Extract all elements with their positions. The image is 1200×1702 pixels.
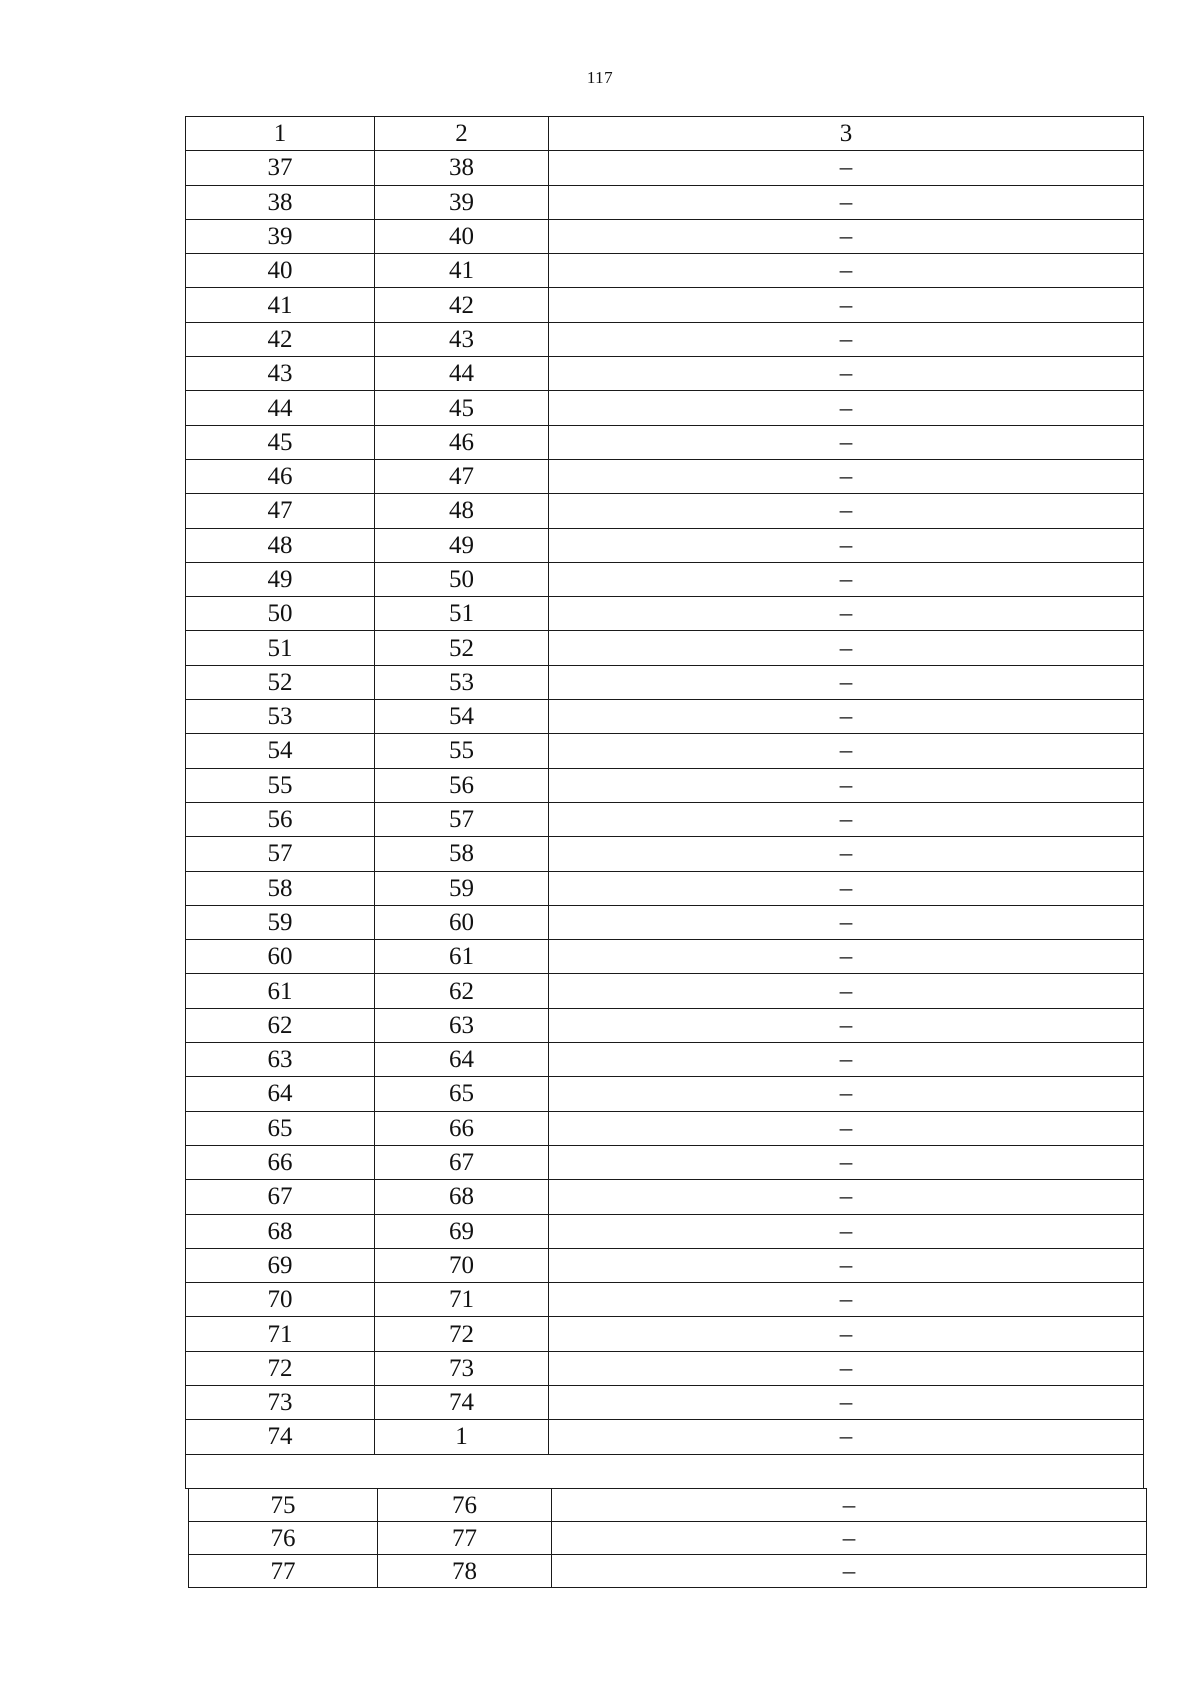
table-cell: 62 bbox=[186, 1008, 375, 1042]
table-cell: 53 bbox=[186, 700, 375, 734]
table-cell: 60 bbox=[186, 940, 375, 974]
table-gap-row bbox=[186, 1454, 1144, 1488]
table-cell: – bbox=[549, 185, 1144, 219]
table-cell: 55 bbox=[375, 734, 549, 768]
table-cell: – bbox=[549, 1214, 1144, 1248]
table-row bbox=[186, 905, 1144, 939]
table-cell: – bbox=[549, 494, 1144, 528]
table-cell: 72 bbox=[186, 1351, 375, 1385]
table-cell: 67 bbox=[375, 1145, 549, 1179]
table-cell: 39 bbox=[186, 219, 375, 253]
table-cell: – bbox=[549, 905, 1144, 939]
table-cell: 42 bbox=[375, 288, 549, 322]
table-row bbox=[189, 1489, 1147, 1522]
table-row bbox=[186, 219, 1144, 253]
table-cell: 51 bbox=[375, 597, 549, 631]
table-cell: – bbox=[549, 700, 1144, 734]
table-cell: – bbox=[549, 940, 1144, 974]
table-cell: 65 bbox=[186, 1111, 375, 1145]
page-number: 117 bbox=[586, 68, 614, 87]
table-cell: 45 bbox=[186, 425, 375, 459]
table-cell: – bbox=[549, 837, 1144, 871]
table-cell: 63 bbox=[375, 1008, 549, 1042]
table-cell: 64 bbox=[186, 1077, 375, 1111]
table-cell: 53 bbox=[375, 665, 549, 699]
table-cell: 60 bbox=[375, 905, 549, 939]
table-cell: – bbox=[549, 1145, 1144, 1179]
table-row bbox=[186, 459, 1144, 493]
table-cell: 52 bbox=[186, 665, 375, 699]
table-cell: – bbox=[549, 1351, 1144, 1385]
table-row bbox=[186, 1420, 1144, 1454]
table-cell: – bbox=[549, 1043, 1144, 1077]
table-cell: – bbox=[549, 768, 1144, 802]
table-row bbox=[186, 665, 1144, 699]
table-cell: 70 bbox=[186, 1283, 375, 1317]
table-cell: 59 bbox=[186, 905, 375, 939]
table-cell: 37 bbox=[186, 151, 375, 185]
table-cell: 71 bbox=[375, 1283, 549, 1317]
data-table bbox=[185, 116, 1144, 1489]
table-cell: – bbox=[549, 802, 1144, 836]
table-row bbox=[186, 974, 1144, 1008]
table-cell: 74 bbox=[186, 1420, 375, 1454]
table-cell: 54 bbox=[186, 734, 375, 768]
table-cell: – bbox=[549, 1111, 1144, 1145]
table-cell: 48 bbox=[375, 494, 549, 528]
table-cell: 58 bbox=[375, 837, 549, 871]
table-cell: 61 bbox=[375, 940, 549, 974]
table-cell: – bbox=[549, 219, 1144, 253]
table-cell: 64 bbox=[375, 1043, 549, 1077]
table-cell: – bbox=[549, 597, 1144, 631]
table-cell: 42 bbox=[186, 322, 375, 356]
table-gap-cell bbox=[186, 1454, 1144, 1488]
table-cell: 48 bbox=[186, 528, 375, 562]
table-cell: – bbox=[549, 871, 1144, 905]
table-body bbox=[186, 117, 1144, 1489]
table-cell: 78 bbox=[378, 1555, 552, 1588]
table-cell: 46 bbox=[375, 425, 549, 459]
table-cell: 69 bbox=[186, 1248, 375, 1282]
table-header-row bbox=[186, 117, 1144, 151]
table-cell: – bbox=[549, 254, 1144, 288]
table-cell: – bbox=[549, 151, 1144, 185]
table-row bbox=[186, 1283, 1144, 1317]
table-cell: 57 bbox=[375, 802, 549, 836]
table-cell: 76 bbox=[378, 1489, 552, 1522]
table-cell: 67 bbox=[186, 1180, 375, 1214]
table-row bbox=[186, 940, 1144, 974]
table-cell: – bbox=[549, 665, 1144, 699]
table-cell: 65 bbox=[375, 1077, 549, 1111]
table-row bbox=[189, 1555, 1147, 1588]
table-cell: 58 bbox=[186, 871, 375, 905]
table-cell: 49 bbox=[186, 562, 375, 596]
table-row bbox=[186, 391, 1144, 425]
table-row bbox=[186, 802, 1144, 836]
table-row bbox=[186, 597, 1144, 631]
table-cell: – bbox=[552, 1555, 1147, 1588]
table-cell: 69 bbox=[375, 1214, 549, 1248]
table-row bbox=[186, 254, 1144, 288]
table-cell: 44 bbox=[186, 391, 375, 425]
table-cell: 2 bbox=[375, 117, 549, 151]
table-row bbox=[186, 494, 1144, 528]
table-cell: 68 bbox=[375, 1180, 549, 1214]
table-row bbox=[186, 871, 1144, 905]
table-row bbox=[186, 1077, 1144, 1111]
table-cell: 41 bbox=[186, 288, 375, 322]
table-cell: – bbox=[549, 1283, 1144, 1317]
table-cell: 61 bbox=[186, 974, 375, 1008]
table-cell: 43 bbox=[186, 357, 375, 391]
table-row bbox=[186, 1043, 1144, 1077]
table-cell: – bbox=[549, 734, 1144, 768]
table-cell: 59 bbox=[375, 871, 549, 905]
table-row bbox=[186, 185, 1144, 219]
table-cell: 63 bbox=[186, 1043, 375, 1077]
table-row bbox=[186, 322, 1144, 356]
table-cell: 1 bbox=[375, 1420, 549, 1454]
table-row bbox=[186, 562, 1144, 596]
table-cell: – bbox=[549, 357, 1144, 391]
table-cell: 77 bbox=[189, 1555, 378, 1588]
table-cell: – bbox=[549, 528, 1144, 562]
table-cell: – bbox=[549, 974, 1144, 1008]
table-cell: 57 bbox=[186, 837, 375, 871]
table-cell: 74 bbox=[375, 1385, 549, 1419]
table-row bbox=[189, 1522, 1147, 1555]
table-cell: 39 bbox=[375, 185, 549, 219]
table-cell: 3 bbox=[549, 117, 1144, 151]
table-cell: – bbox=[549, 459, 1144, 493]
table-row bbox=[186, 1145, 1144, 1179]
table-cell: – bbox=[552, 1522, 1147, 1555]
data-table-continuation bbox=[188, 1488, 1147, 1588]
table-row bbox=[186, 700, 1144, 734]
table-cell: 71 bbox=[186, 1317, 375, 1351]
table-cell: 76 bbox=[189, 1522, 378, 1555]
table-cell: – bbox=[549, 631, 1144, 665]
table-cell: 45 bbox=[375, 391, 549, 425]
table-cell: 40 bbox=[375, 219, 549, 253]
table-body-continuation bbox=[189, 1489, 1147, 1588]
table-cell: 38 bbox=[375, 151, 549, 185]
table-cell: – bbox=[549, 322, 1144, 356]
table-cell: 41 bbox=[375, 254, 549, 288]
table-row bbox=[186, 288, 1144, 322]
table-cell: 1 bbox=[186, 117, 375, 151]
table-cell: – bbox=[549, 1077, 1144, 1111]
table-cell: 66 bbox=[375, 1111, 549, 1145]
table-cell: 52 bbox=[375, 631, 549, 665]
table-cell: 50 bbox=[186, 597, 375, 631]
table-row bbox=[186, 837, 1144, 871]
table-cell: 73 bbox=[375, 1351, 549, 1385]
table-cell: 72 bbox=[375, 1317, 549, 1351]
table-row bbox=[186, 734, 1144, 768]
table-cell: – bbox=[549, 425, 1144, 459]
table-cell: – bbox=[549, 288, 1144, 322]
table-cell: 56 bbox=[375, 768, 549, 802]
table-cell: 49 bbox=[375, 528, 549, 562]
table-cell: 54 bbox=[375, 700, 549, 734]
table-cell: 73 bbox=[186, 1385, 375, 1419]
table-row bbox=[186, 528, 1144, 562]
table-row bbox=[186, 1248, 1144, 1282]
table-cell: – bbox=[549, 1008, 1144, 1042]
table-row bbox=[186, 1008, 1144, 1042]
table-cell: 43 bbox=[375, 322, 549, 356]
table-cell: 55 bbox=[186, 768, 375, 802]
table-cell: 38 bbox=[186, 185, 375, 219]
table-cell: – bbox=[549, 562, 1144, 596]
table-row bbox=[186, 1111, 1144, 1145]
table-cell: 47 bbox=[186, 494, 375, 528]
table-cell: – bbox=[552, 1489, 1147, 1522]
table-row bbox=[186, 1385, 1144, 1419]
table-row bbox=[186, 357, 1144, 391]
table-row bbox=[186, 425, 1144, 459]
table-cell: 50 bbox=[375, 562, 549, 596]
table-cell: – bbox=[549, 1248, 1144, 1282]
table-row bbox=[186, 1351, 1144, 1385]
table-cell: 62 bbox=[375, 974, 549, 1008]
table-cell: – bbox=[549, 1385, 1144, 1419]
table-cell: 46 bbox=[186, 459, 375, 493]
table-cell: – bbox=[549, 1420, 1144, 1454]
table-cell: – bbox=[549, 1317, 1144, 1351]
table-cell: 40 bbox=[186, 254, 375, 288]
table-row bbox=[186, 768, 1144, 802]
table-row bbox=[186, 631, 1144, 665]
table-row bbox=[186, 151, 1144, 185]
table-row bbox=[186, 1317, 1144, 1351]
table-cell: 68 bbox=[186, 1214, 375, 1248]
table-cell: – bbox=[549, 1180, 1144, 1214]
table-cell: 70 bbox=[375, 1248, 549, 1282]
table-row bbox=[186, 1180, 1144, 1214]
table-cell: 47 bbox=[375, 459, 549, 493]
table-cell: 75 bbox=[189, 1489, 378, 1522]
table-cell: 51 bbox=[186, 631, 375, 665]
table-cell: 56 bbox=[186, 802, 375, 836]
table-cell: 66 bbox=[186, 1145, 375, 1179]
table-row bbox=[186, 1214, 1144, 1248]
table-cell: 44 bbox=[375, 357, 549, 391]
table-cell: – bbox=[549, 391, 1144, 425]
table-cell: 77 bbox=[378, 1522, 552, 1555]
